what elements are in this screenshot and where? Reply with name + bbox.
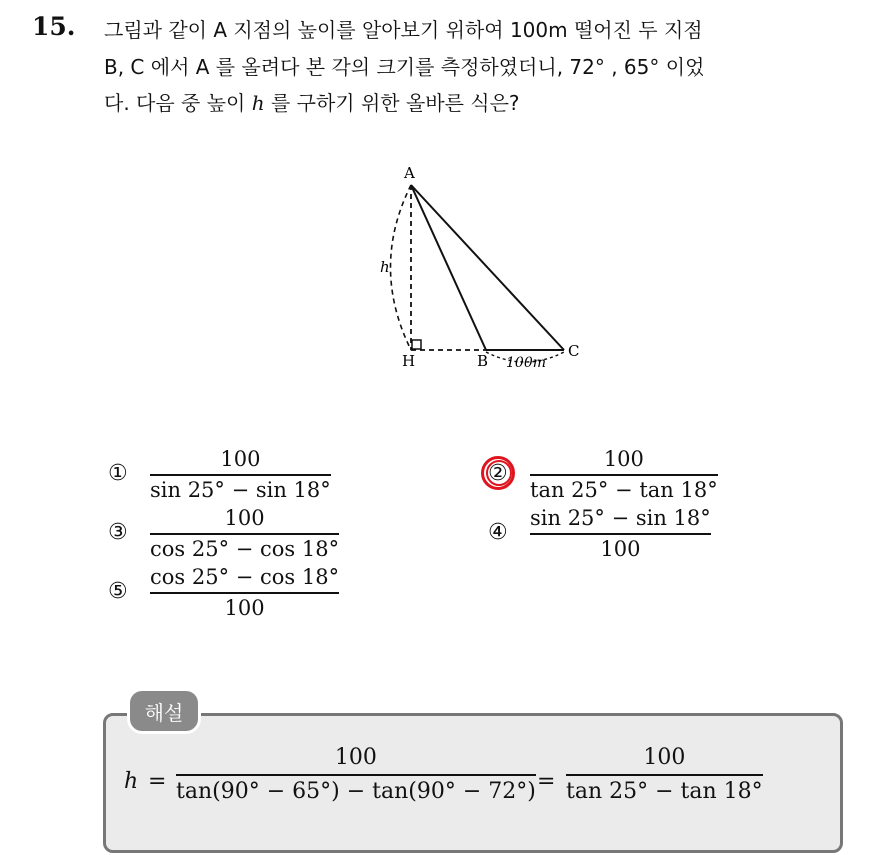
choice-2-numerator: 100: [603, 447, 644, 471]
label-distance: 100m: [506, 355, 546, 371]
choice-2-number: ②: [488, 461, 508, 486]
choice-3-number: ③: [108, 520, 128, 545]
choice-4-fraction: [530, 506, 711, 561]
choice-4-number: ④: [488, 520, 508, 545]
choice-2-denominator: tan 25° − tan 18°: [530, 477, 718, 502]
fraction-bar: [530, 474, 718, 476]
choice-1-fraction: [150, 447, 331, 502]
solution-tag: 해설: [130, 691, 198, 731]
solution-variable: h: [124, 769, 139, 794]
solution-fraction-2: [566, 745, 763, 805]
choice-3-numerator: 100: [224, 506, 265, 530]
label-B: B: [477, 352, 489, 370]
height-brace-arc: [391, 185, 412, 350]
equals-sign-2: =: [537, 769, 556, 794]
solution-fraction-1: [176, 745, 536, 805]
choice-5-fraction: [150, 565, 339, 620]
solution-fraction-2-numerator: 100: [643, 745, 686, 770]
fraction-bar: [150, 474, 331, 476]
line-AC: [411, 185, 564, 350]
choice-5-number: ⑤: [108, 579, 128, 604]
question-line-3-a: 다. 다음 중 높이: [104, 91, 252, 115]
fraction-bar: [530, 533, 711, 535]
choice-5-numerator: cos 25° − cos 18°: [150, 565, 340, 589]
solution-fraction-1-denominator: tan(90° − 65°) − tan(90° − 72°): [176, 778, 536, 804]
question-line-2: B, C 에서 A 를 올려다 본 각의 크기를 측정하였더니, 72° , 65° 이었: [104, 55, 705, 79]
equals-sign-1: =: [148, 769, 167, 794]
choice-5-denominator: 100: [224, 595, 265, 620]
fraction-bar: [150, 533, 339, 535]
choice-4-numerator: sin 25° − sin 18°: [530, 506, 711, 530]
fraction-bar: [176, 774, 536, 776]
choice-3-fraction: [150, 506, 339, 561]
question-number: 15.: [32, 12, 76, 41]
height-variable: h: [251, 91, 265, 115]
fraction-bar: [150, 592, 339, 594]
question-line-3: [104, 87, 520, 116]
triangle-figure: [360, 160, 600, 380]
choice-3-denominator: cos 25° − cos 18°: [150, 536, 340, 561]
question-line-1: 그림과 같이 A 지점의 높이를 알아보기 위하여 100m 떨어진 두 지점: [104, 18, 703, 42]
choice-4-denominator: 100: [600, 536, 641, 561]
choice-1-numerator: 100: [220, 447, 261, 471]
solution-fraction-1-numerator: 100: [334, 745, 377, 770]
label-H: H: [402, 352, 416, 370]
choice-2-fraction: [530, 447, 718, 502]
label-A: A: [404, 164, 415, 182]
fraction-bar: [566, 774, 763, 776]
choice-1-number: ①: [108, 461, 128, 486]
choice-1-denominator: sin 25° − sin 18°: [150, 477, 331, 502]
line-AB: [411, 185, 486, 350]
label-C: C: [568, 342, 580, 360]
solution-fraction-2-denominator: tan 25° − tan 18°: [566, 778, 763, 804]
label-h: h: [380, 258, 390, 276]
right-angle-mark: [412, 340, 421, 349]
question-line-3-b: 를 구하기 위한 올바른 식은?: [264, 91, 520, 115]
